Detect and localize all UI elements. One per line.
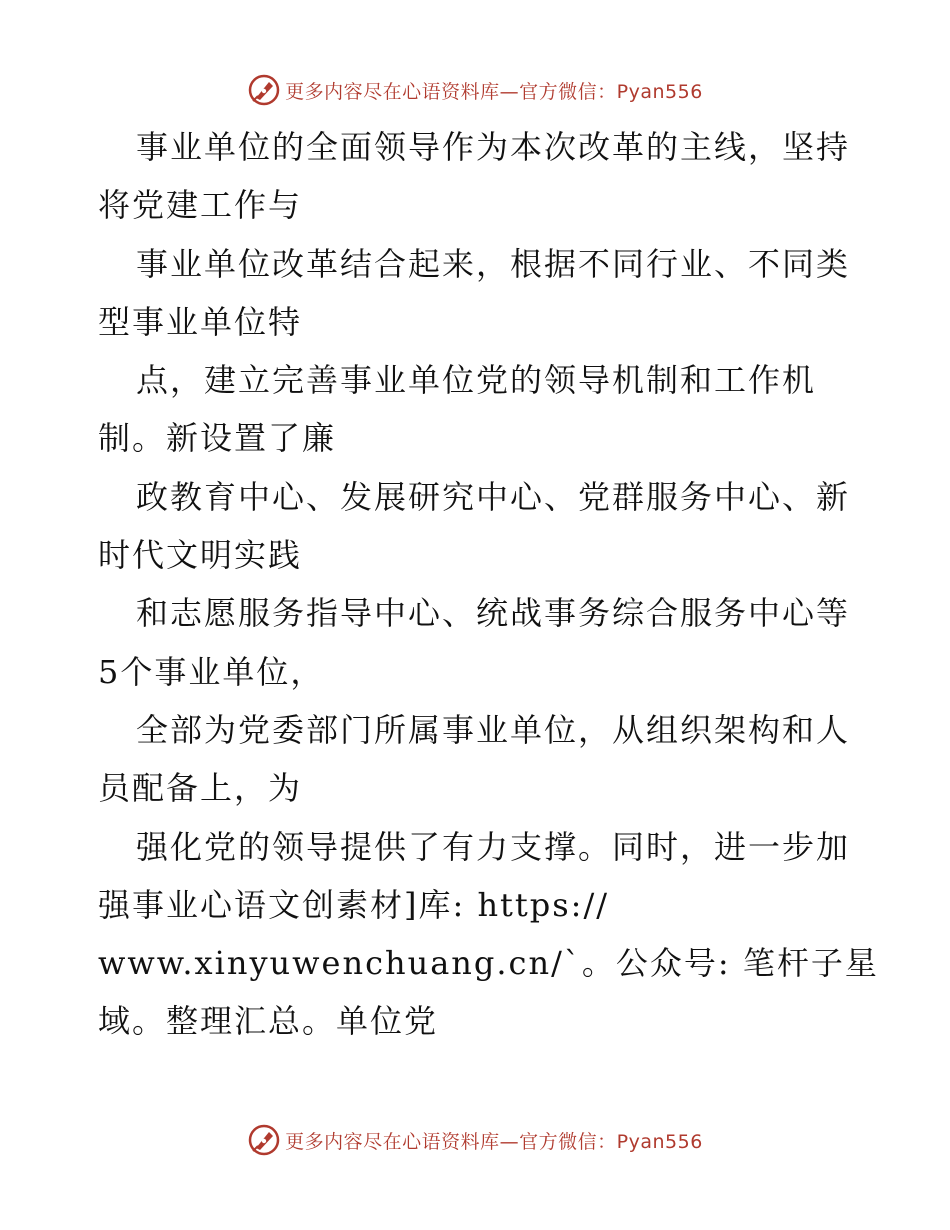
header-banner xyxy=(0,70,950,110)
body-line: 5个事业单位， xyxy=(98,652,325,691)
body-line: 点，建立完善事业单位党的领导机制和工作机 xyxy=(136,361,817,400)
document-body xyxy=(98,118,879,1051)
body-line: 强化党的领导提供了有力支撑。同时，进一步加 xyxy=(136,827,851,866)
header-banner-text: 更多内容尽在心语资料库—官方微信：Pyan556 xyxy=(285,80,703,103)
body-line: 事业单位的全面领导作为本次改革的主线，坚持 xyxy=(136,128,851,166)
body-line: 员配备上，为 xyxy=(98,769,303,808)
body-line: 域。整理汇总。单位党 xyxy=(98,1002,439,1041)
body-line: 将党建工作与 xyxy=(98,186,303,225)
footer-banner-text: 更多内容尽在心语资料库—官方微信：Pyan556 xyxy=(285,1130,703,1153)
pen-nib-logo-icon xyxy=(247,73,281,107)
body-line: 强事业心语文创素材]库: https:// xyxy=(98,885,610,924)
body-line: 时代文明实践 xyxy=(98,536,303,575)
pen-nib-logo-icon xyxy=(247,1123,281,1157)
body-line: 制。新设置了廉 xyxy=(98,419,337,458)
body-line: 政教育中心、发展研究中心、党群服务中心、新 xyxy=(136,477,851,516)
body-line: 和志愿服务指导中心、统战事务综合服务中心等 xyxy=(136,594,851,633)
body-line: 全部为党委部门所属事业单位，从组织架构和人 xyxy=(136,710,851,749)
body-line: 事业单位改革结合起来，根据不同行业、不同类 xyxy=(136,244,851,283)
body-line: 型事业单位特 xyxy=(98,302,303,341)
body-line: www.xinyuwenchuang.cn/`。公众号: 笔杆子星 xyxy=(98,944,879,983)
footer-banner xyxy=(0,1120,950,1160)
